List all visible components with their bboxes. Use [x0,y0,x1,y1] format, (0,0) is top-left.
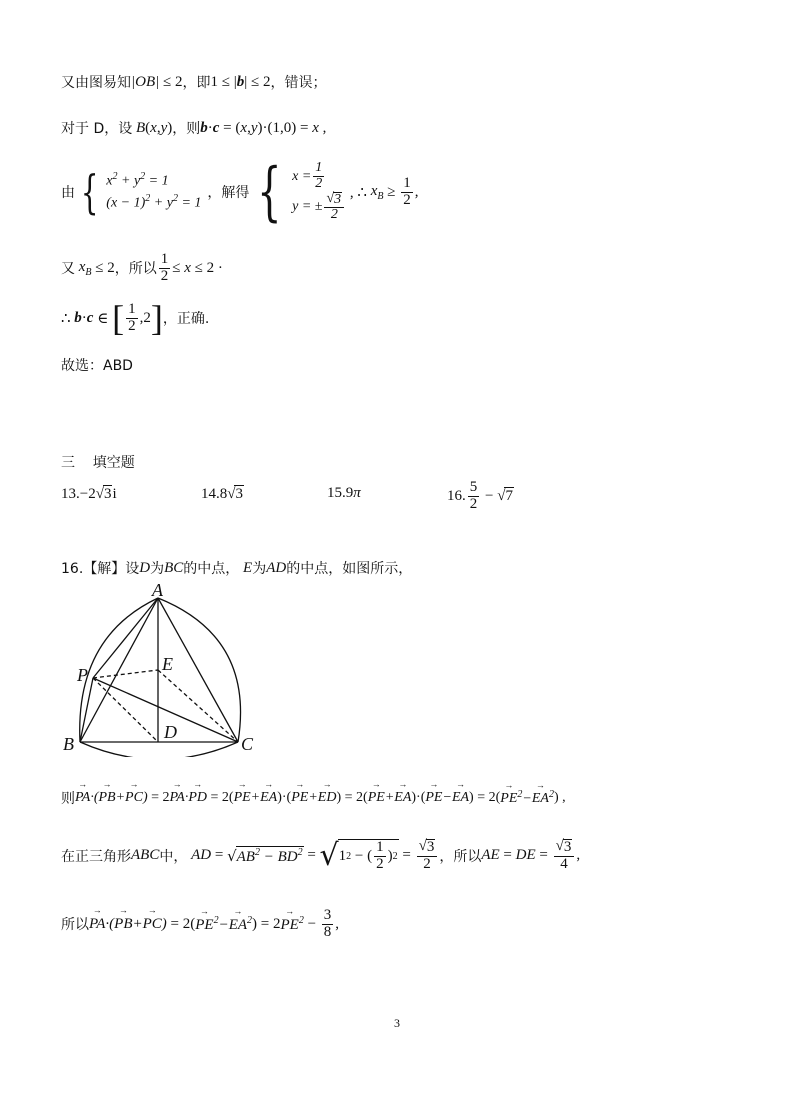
geometry-figure [55,582,265,757]
text: ，所以 [439,848,482,865]
label-c: C [241,734,254,754]
answer-16: 16. $\frac{5}{2}$ − √ 7 [447,479,513,512]
text: 故选：ABD [61,358,133,374]
text: ，即 [182,75,211,91]
edge-ab [80,598,158,742]
solution-16-final: 所以 PA →·(PB →+PC →) = 2( PE →$^2$−EA →$^2$ ) = 2 PE →$^2$ − $\frac{3}{8}$ , [61,908,339,941]
text: ，则 [172,121,201,137]
equation-system: { $x^2 + y^2 = 1$ $(x - 1)^2 + y^2 = 1$ [80,165,202,219]
solution-16-triangle: 在正三角形 ABC 中， AD = √ $AB^2 - BD^2$ = √ 1 2 − ( $\frac{1}{2}$ ) 2 = √ 3 2 ，所以 AE = DE = √ 3 4 , [61,838,581,873]
label-p: P [77,665,88,685]
text: 16.【解】设 [61,561,140,577]
text: 的中点， [183,561,240,577]
answer-14: 14. 8 √ 3 [201,485,243,502]
segment-pd [93,678,158,742]
answer-number: 13. [61,485,80,502]
answer-15: 15. 9 π [327,485,361,501]
solution-16-intro: 16.【解】设 D 为 BC 的中点， E 为 AD 的中点，如图所示， [61,559,413,577]
text: 所以 [61,917,89,934]
line-ob-range: 又由图易知 |OB| ≤ 2 ，即 1 ≤ | b | ≤ 2 ，错误； [61,73,327,91]
text: ，所以 [114,261,157,278]
label-b: B [63,734,74,754]
text: 则 [61,791,75,807]
line-bc-range: ∴ b · c ∈ [ $\frac{1}{2}$ ,2 ] ，正确. [61,298,210,338]
text: 为 [150,561,165,577]
solution-16-dot-product: 则 PA →·(PB →+PC →) = 2 PA →·PD → = 2( PE →+EA → )·( PE →+ED → ) = 2( PE →+EA → )·( PE →−EA → ) = 2( PE →$^2$−EA →$^2$ ) , [61,788,566,808]
solution-system: { x = $\frac{1}{2}$ y = ± √ 3 2 [249,160,346,224]
segment-pb [80,678,93,742]
text: ，解得 [207,185,250,201]
text: 为 [252,561,267,577]
label-d: D [164,722,177,742]
text: 中， [159,848,188,865]
section-title: 三 填空题 [61,455,135,471]
line-xb-range: 又 $x_B$ ≤ 2 ，所以 $\frac{1}{2}$ ≤ x ≤ 2 · [61,251,223,284]
text: ，错误； [270,75,327,91]
page-number: 3 [394,1016,400,1030]
answer-13: 13. −2 √ 3 i [61,485,117,502]
segment-pa [93,598,158,678]
answer-number: 16. [447,487,466,504]
text: 的中点，如图所示， [286,561,413,577]
segment-pe [93,670,158,678]
label-a: A [152,582,163,600]
text: 对于 D，设 [61,121,133,137]
text: 又 [61,261,75,278]
text: 在正三角形 [61,848,131,865]
arc-bc [80,742,238,757]
answer-number: 14. [201,485,220,502]
line-option-d: 对于 D，设 B ( x , y ) ，则 b · c = ( x , y )·(1,0) = x , [61,119,327,137]
line-answer [61,355,133,375]
line-system: 由 { $x^2 + y^2 = 1$ $(x - 1)^2 + y^2 = 1$ ，解得 { x = $\frac{1}{2}$ y = ± √ 3 2 , ∴ $x_B$ ≥ $\frac{1}{2}$ , [61,155,419,229]
text: 由 [61,185,75,201]
answer-number: 15. [327,485,346,501]
text: 又由图易知 [61,75,131,91]
text: ，正确. [162,311,210,327]
label-e: E [162,654,173,674]
